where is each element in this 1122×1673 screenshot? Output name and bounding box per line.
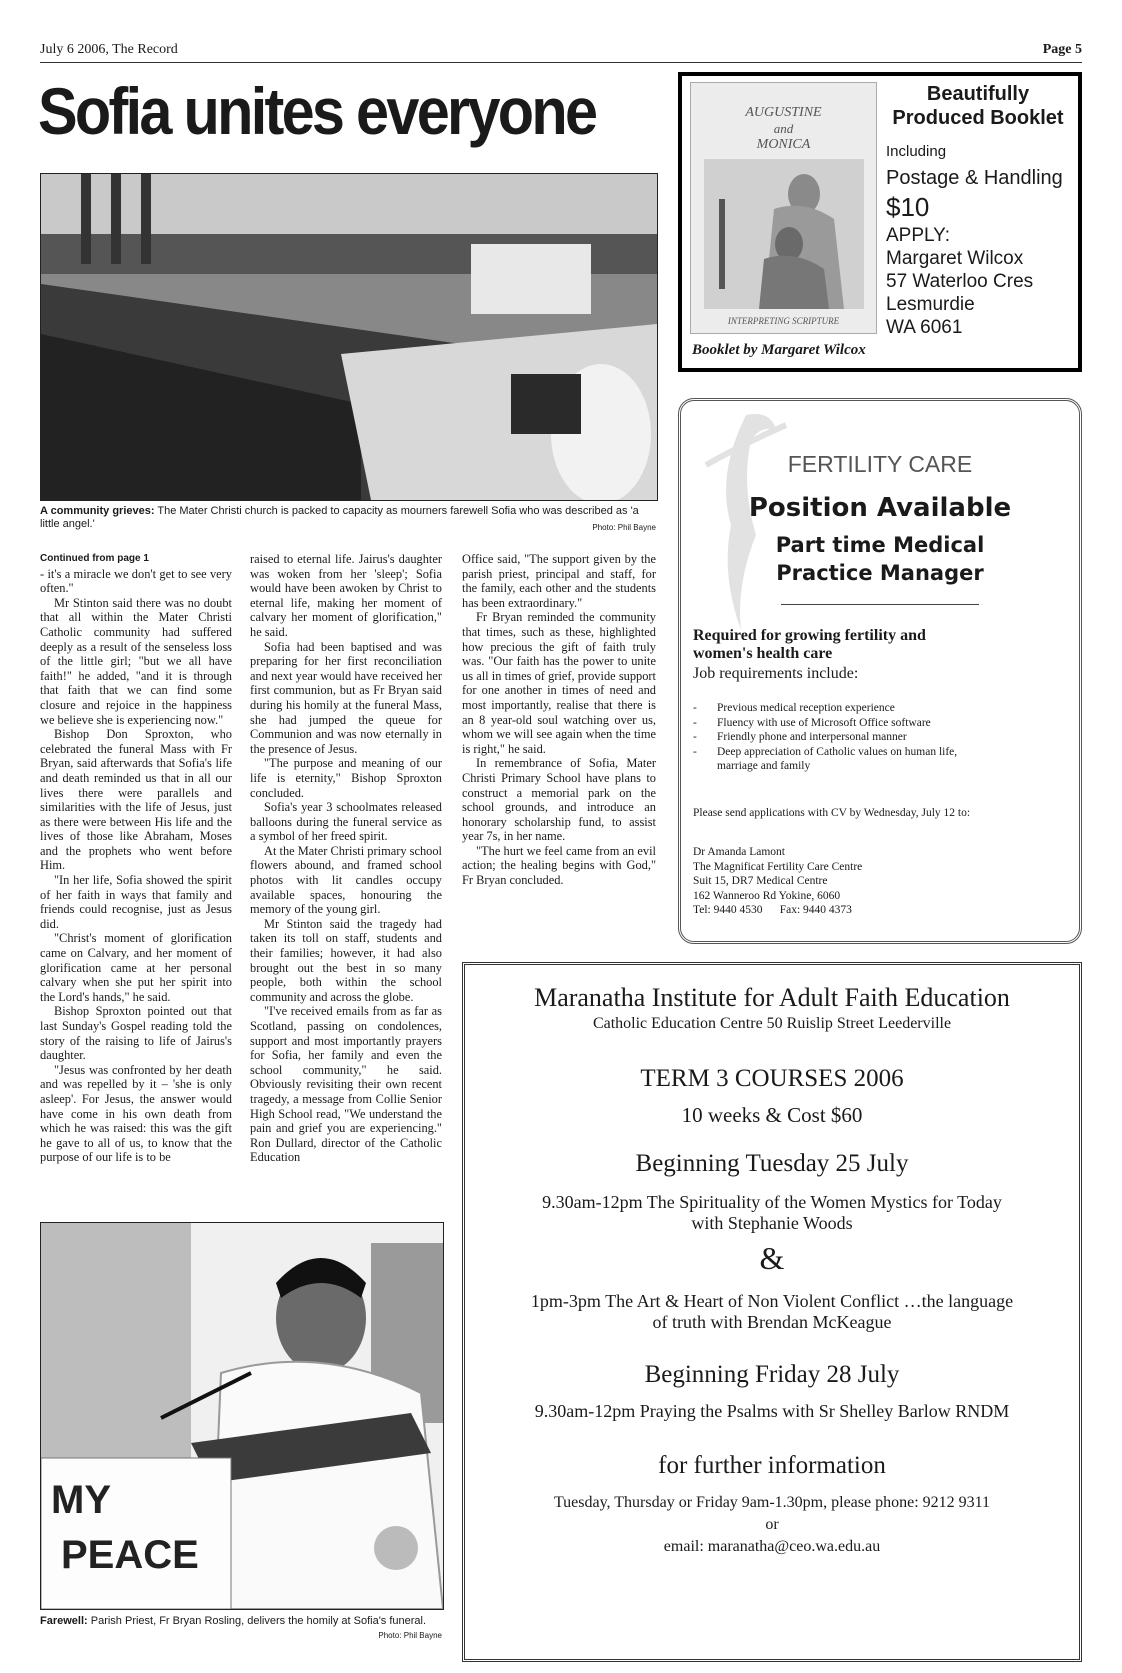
maranatha-subtitle: Catholic Education Centre 50 Ruislip Street Leederville	[592, 1015, 952, 1032]
publication-date: July 6 2006, The Record	[40, 42, 178, 57]
photo1-caption-text: The Mater Christi church is packed to capacity as mourners farewell Sofia who was described as 'a little angel.'	[40, 505, 639, 530]
paragraph: Fr Bryan reminded the community that times, such as these, highlighted how precious the gift of faith truly was. "Our faith has the power to unite us all in times of grief, provide support for one another in times of need and most importantly, realise that there is an 8 year-old soul watching over us, whom we will see again when the time is right," he said.	[462, 610, 656, 756]
fertility-contact	[693, 845, 862, 918]
photo1-caption-bold: A community grieves:	[40, 505, 155, 517]
paragraph: "The purpose and meaning of our life is eternity," Bishop Sproxton concluded.	[250, 756, 442, 800]
paragraph: Bishop Don Sproxton, who celebrated the funeral Mass with Fr Bryan, said afterwards that Sofia's life and death reminded us that in all our lives there were parallels and similarities with the life of Jesus, just as there were between His life and the lives of those like Abraham, Moses and the prophets who went before Him.	[40, 727, 232, 873]
fertility-title: Position Available	[748, 493, 1012, 523]
cover-title-line: and	[773, 121, 794, 136]
banner-text-peace: PEACE	[61, 1533, 199, 1577]
photo1-credit: Photo: Phil Bayne	[592, 523, 656, 532]
page-header	[40, 40, 1082, 63]
paragraph: raised to eternal life. Jairus's daughter was woken from her 'sleep'; Sofia would have been awoken by Christ to eternal life, making her moment of calvary her moment of glorification," he said.	[250, 552, 442, 639]
list-item: - Friendly phone and interpersonal manner	[693, 731, 907, 743]
paragraph: Office said, "The support given by the parish priest, principal and staff, for the family, each other and the students has been extraordinary."	[462, 552, 656, 610]
maranatha-begin-2: Beginning Friday 28 July	[644, 1361, 900, 1388]
booklet-address-line: Lesmurdie	[886, 294, 975, 315]
maranatha-or: or	[765, 1516, 779, 1533]
booklet-price: $10	[886, 192, 930, 222]
booklet-address-line: WA 6061	[886, 317, 963, 338]
paragraph: Mr Stinton said the tragedy had taken its toll on staff, students and their families; however, it had also brought out the best in so many people, both within the school community and across the globe.	[250, 916, 442, 1004]
fertility-role	[681, 531, 1079, 587]
maranatha-course-3: 9.30am-12pm Praying the Psalms with Sr Shelley Barlow RNDM	[534, 1401, 1010, 1421]
paragraph: In remembrance of Sofia, Mater Christi Primary School have plans to construct a memorial park on the school grounds, and introduce an honorary scholarship fund, to assist year 7s, in her name.	[462, 756, 656, 844]
contact-line: The Magnificat Fertility Care Centre	[693, 860, 863, 873]
paragraph: "The hurt we feel came from an evil action; the healing begins with God," Fr Bryan concluded.	[462, 843, 656, 888]
booklet-heading	[880, 82, 1076, 130]
booklet-heading-2: Produced Booklet	[892, 107, 1064, 129]
fertility-role-2: Practice Manager	[776, 561, 984, 585]
booklet-including: Including	[886, 143, 947, 160]
contact-line: Tel: 9440 4530 Fax: 9440 4373	[693, 904, 852, 916]
headline: Sofia unites everyone	[38, 74, 596, 148]
banner-text-my: MY	[51, 1478, 111, 1522]
cover-painting	[704, 159, 864, 309]
paragraph: Bishop Sproxton pointed out that last Sunday's Gospel reading told the story of the raising to life of Jairus's daughter.	[40, 1004, 232, 1063]
fertility-required-1: Required for growing fertility and	[693, 627, 926, 644]
cover-subtitle: INTERPRETING SCRIPTURE	[727, 316, 840, 326]
booklet-byline: Booklet by Margaret Wilcox	[692, 342, 866, 358]
fertility-reqs-intro: Job requirements include:	[693, 665, 859, 682]
priest-photo	[40, 1222, 444, 1610]
contact-line: Suit 15, DR7 Medical Centre	[693, 875, 828, 887]
paragraph: "In her life, Sofia showed the spirit of her faith in ways that family and friends could recognise, just as Jesus did.	[40, 873, 232, 931]
maranatha-ampersand: &	[759, 1240, 785, 1276]
paragraph: "Jesus was confronted by her death and was repelled by it – 'she is only asleep'. For Jesus, the answer would have come in his own death from which he was raised: this was the gift he gave to all of us, to know that the purpose of our life is to be	[40, 1062, 232, 1165]
maranatha-course-1b: with Stephanie Woods	[691, 1213, 853, 1233]
paragraph: "Christ's moment of glorification came on Calvary, and her moment of glorification came at her personal calvary when she put her spirit into the Lord's hands," he said.	[40, 931, 232, 1004]
maranatha-course-2a: 1pm-3pm The Art & Heart of Non Violent Conflict …the language	[530, 1291, 1014, 1311]
booklet-details	[886, 140, 1076, 339]
fertility-required-2: women's health care	[693, 645, 833, 662]
booklet-address-line: 57 Waterloo Cres	[886, 271, 1034, 292]
maranatha-course-2b: of truth with Brendan McKeague	[652, 1312, 892, 1332]
photo2-credit: Photo: Phil Bayne	[378, 1631, 442, 1640]
article-column-2	[250, 552, 442, 1165]
booklet-heading-1: Beautifully	[926, 83, 1030, 105]
article-column-3	[462, 552, 656, 888]
page-number: Page 5	[1042, 42, 1082, 57]
maranatha-title: Maranatha Institute for Adult Faith Education	[534, 983, 1010, 1012]
fertility-org: FERTILITY CARE	[787, 451, 973, 477]
photo2-caption-bold: Farewell:	[40, 1615, 88, 1627]
paragraph: Mr Stinton said there was no doubt that all within the Mater Christi Catholic community had suffered deeply as a result of the senseless loss of the little girl; "but we all have faith!" he added, "and it is through that faith that we can find some closure and rejoice in the happiness we believe she is experiencing now."	[40, 595, 232, 727]
divider	[781, 604, 979, 605]
paragraph: At the Mater Christi primary school flowers abound, and framed school photos with lit candles occupy available spaces, honouring the memory of the young girl.	[250, 843, 442, 917]
booklet-ad	[678, 72, 1082, 372]
booklet-address-line: Margaret Wilcox	[886, 248, 1024, 269]
list-item: - Fluency with use of Microsoft Office software	[693, 716, 931, 729]
maranatha-email: email: maranatha@ceo.wa.edu.au	[663, 1538, 881, 1555]
fertility-ad	[678, 398, 1082, 944]
paragraph: - it's a miracle we don't get to see very often."	[40, 566, 232, 596]
maranatha-ad	[462, 962, 1082, 1662]
cover-title-line: MONICA	[756, 137, 811, 152]
maranatha-begin-1: Beginning Tuesday 25 July	[635, 1150, 909, 1177]
photo2-caption	[40, 1615, 442, 1628]
booklet-apply: APPLY:	[886, 225, 951, 246]
booklet-postage: Postage & Handling	[886, 167, 1063, 189]
church-photo	[40, 173, 658, 501]
continued-label: Continued from page 1	[40, 553, 149, 564]
fertility-role-1: Part time Medical	[775, 533, 985, 557]
photo2-caption-text: Parish Priest, Fr Bryan Rosling, delivers the homily at Sofia's funeral.	[87, 1615, 427, 1627]
list-item: - Deep appreciation of Catholic values on human life,	[693, 745, 958, 758]
paragraph: Sofia's year 3 schoolmates released balloons during the funeral service as a symbol of her freed spirit.	[250, 800, 442, 844]
booklet-cover	[690, 82, 877, 334]
paragraph: "I've received emails from as far as Scotland, passing on condolences, support and most importantly prayers for Sofia, her family and even the school community," he said. Obviously revisiting their own recent tragedy, a message from Collie Senior High School read, "We understand the pain and grief you are experiencing." Ron Dullard, director of the Catholic Education	[250, 1004, 442, 1165]
fertility-required	[693, 627, 1073, 663]
maranatha-course-1a: 9.30am-12pm The Spirituality of the Women Mystics for Today	[542, 1192, 1002, 1212]
list-item: marriage and family	[717, 760, 811, 772]
contact-line: Dr Amanda Lamont	[693, 846, 785, 858]
article-column-1	[40, 552, 232, 1165]
list-item: - Previous medical reception experience	[693, 702, 895, 714]
maranatha-cost: 10 weeks & Cost $60	[681, 1103, 863, 1127]
contact-line: 162 Wanneroo Rd Yokine, 6060	[693, 889, 841, 902]
fertility-reqs-list	[693, 701, 1073, 774]
maranatha-info: for further information	[658, 1452, 886, 1479]
fertility-apply: Please send applications with CV by Wednesday, July 12 to:	[693, 807, 971, 819]
cover-title-line: AUGUSTINE	[745, 105, 822, 120]
paragraph: Sofia had been baptised and was preparing for her first reconciliation and next year would have received her first communion, but as Fr Bryan said during his homily at the funeral Mass, she had jumped the queue for Communion and was now eternally in the presence of Jesus.	[250, 639, 442, 756]
maranatha-term: TERM 3 COURSES 2006	[640, 1065, 904, 1092]
maranatha-phone: Tuesday, Thursday or Friday 9am-1.30pm, please phone: 9212 9311	[553, 1494, 991, 1511]
